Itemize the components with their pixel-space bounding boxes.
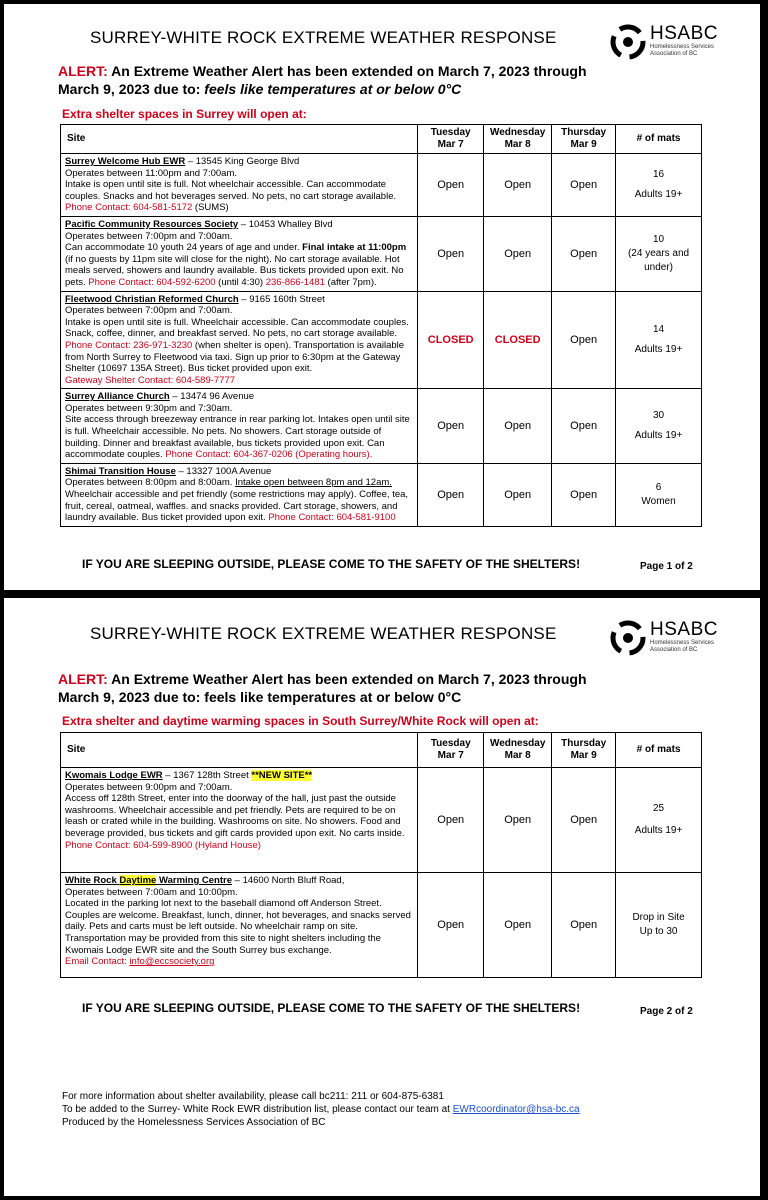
- site-cell: Kwomais Lodge EWR – 1367 128th Street **NEW SITE** Operates between 9:00pm and 7:00am. Access off 128th Street, enter into the doorway of the hall, just past the outside washrooms. Wheelchair accessible and pet friendly. Pets are required to be on leash or crated while in the building. Washrooms on site. No showers. Food and beverage provided, bus tickets and gift cards provided upon exit. No carts inside. Phone Contact: 604-599-8900 (Hyland House): [61, 768, 418, 873]
- status-wednesday: Open: [484, 463, 552, 526]
- phone-contact: Phone Contact: 604-592-6200: [88, 276, 216, 288]
- info-line-3: Produced by the Homelessness Services Association of BC: [62, 1117, 326, 1128]
- status-thursday: Open: [552, 291, 616, 389]
- site-cell: Fleetwood Christian Reformed Church – 9165 160th Street Operates between 7:00pm and 7:00am. Intake is open until site is full. Wheelchair accessible. Can accommodate couples. Snack, coffee, dinner, and breakfast served. No pets, no cart storage available. Phone Contact: 236-971-3230 (when shelter is open). Transportation is available from North Surrey to Fleetwood via taxi. Sign up prior to 6:30pm at the Gateway Shelter (10697 135A Street). Bus ticket provided upon exit. Gateway Shelter Contact: 604-589-7777: [61, 291, 418, 389]
- mats-cell: 10 (24 years and under): [616, 216, 702, 291]
- status-tuesday: CLOSED: [418, 291, 484, 389]
- col-tuesday-header: Tuesday Mar 7: [418, 733, 484, 768]
- hsabc-logo: [610, 24, 718, 60]
- phone-contact: Phone Contact: 604-367-0206 (Operating hours).: [165, 449, 373, 461]
- status-tuesday: Open: [418, 389, 484, 464]
- safety-footer: IF YOU ARE SLEEPING OUTSIDE, PLEASE COME TO THE SAFETY OF THE SHELTERS!: [82, 557, 581, 571]
- alert-banner: [58, 62, 618, 98]
- info-block: [62, 1090, 580, 1129]
- col-wednesday-header: Wednesday Mar 8: [484, 125, 552, 154]
- status-thursday: Open: [552, 216, 616, 291]
- site-name: Shimai Transition House: [65, 465, 176, 477]
- page-number: Page 2 of 2: [640, 1006, 693, 1017]
- shelter-table: [60, 732, 702, 978]
- table-row: [61, 873, 702, 978]
- subheading: Extra shelter and daytime warming spaces in South Surrey/White Rock will open at:: [62, 714, 539, 728]
- table-header-row: [61, 733, 702, 768]
- status-thursday: Open: [552, 154, 616, 217]
- phone-contact: Phone Contact: 604-581-5172: [65, 202, 193, 214]
- status-thursday: Open: [552, 768, 616, 873]
- status-tuesday: Open: [418, 768, 484, 873]
- col-site-header: Site: [61, 733, 418, 768]
- hsabc-logo: [610, 620, 718, 656]
- status-wednesday: Open: [484, 154, 552, 217]
- site-name: Surrey Alliance Church: [65, 391, 170, 403]
- info-line-1: For more information about shelter availability, please call bc211: 211 or 604-875-6381: [62, 1091, 444, 1102]
- site-name: Kwomais Lodge EWR: [65, 770, 163, 781]
- alert-text: An Extreme Weather Alert has been extended on March 7, 2023 through March 9, 2023 due to:: [58, 63, 587, 97]
- site-name: Fleetwood Christian Reformed Church: [65, 293, 239, 305]
- alert-text: An Extreme Weather Alert has been extended on March 7, 2023 through March 9, 2023 due to:: [58, 671, 587, 705]
- alert-label: ALERT:: [58, 671, 108, 687]
- status-wednesday: Open: [484, 873, 552, 978]
- status-tuesday: Open: [418, 216, 484, 291]
- shelter-table: [60, 124, 702, 527]
- col-mats-header: # of mats: [616, 125, 702, 154]
- page-number: Page 1 of 2: [640, 561, 693, 572]
- alert-label: ALERT:: [58, 63, 108, 79]
- coordinator-email-link[interactable]: EWRcoordinator@hsa-bc.ca: [452, 1104, 580, 1115]
- info-line-2: To be added to the Surrey- White Rock EWR distribution list, please contact our team at EWRcoordinator@hsa-bc.ca: [62, 1104, 580, 1115]
- logo-name: HSABC: [650, 619, 718, 640]
- mats-cell: 30 Adults 19+: [616, 389, 702, 464]
- table-header-row: [61, 125, 702, 154]
- status-thursday: Open: [552, 389, 616, 464]
- site-name: Pacific Community Resources Society: [65, 218, 239, 230]
- col-wednesday-header: Wednesday Mar 8: [484, 733, 552, 768]
- col-thursday-header: Thursday Mar 9: [552, 733, 616, 768]
- mats-cell: 25 Adults 19+: [616, 768, 702, 873]
- phone-contact-2: 236-866-1481: [265, 276, 325, 288]
- site-cell: White Rock Daytime Warming Centre – 14600 North Bluff Road, Operates between 7:00am and 10:00pm. Located in the parking lot next to the baseball diamond off Anderson Street. Couples are welcome. Breakfast, lunch, dinner, hot beverages, and snacks served daily. Pets and carts must be left outside. No wheelchair ramp on site. Transportation may be provided from this site to night shelters including the Kwomais Lodge EWR site and the South Surrey bus exchange. Email Contact: info@eccsociety.org: [61, 873, 418, 978]
- subheading: Extra shelter spaces in Surrey will open at:: [62, 107, 307, 121]
- logo-name: HSABC: [650, 23, 718, 44]
- page-2: [4, 598, 760, 1196]
- site-name: Surrey Welcome Hub EWR: [65, 156, 186, 167]
- logo-subtitle-1: Homelessness Services: [650, 44, 715, 50]
- mats-cell: 6 Women: [616, 463, 702, 526]
- site-cell: Shimai Transition House – 13327 100A Avenue Operates between 8:00pm and 8:00am. Intake open between 8pm and 12am. Wheelchair accessible and pet friendly (some restrictions may apply). Coffee, tea, fruit, cereal, oatmeal, waffles. and snacks provided. Cart storage, showers, and laundry available. Bus ticket provided upon exit. Phone Contact: 604-581-9100: [61, 463, 418, 526]
- table-row: [61, 389, 702, 464]
- col-mats-header: # of mats: [616, 733, 702, 768]
- safety-footer: IF YOU ARE SLEEPING OUTSIDE, PLEASE COME TO THE SAFETY OF THE SHELTERS!: [82, 1001, 581, 1015]
- hsabc-logo-icon: [610, 620, 646, 656]
- logo-subtitle-2: Association of BC: [650, 51, 698, 57]
- table-row: [61, 216, 702, 291]
- table-row: [61, 154, 702, 217]
- phone-contact: Phone Contact: 236-971-3230: [65, 339, 193, 351]
- email-link[interactable]: info@eccsociety.org: [129, 956, 215, 968]
- status-wednesday: CLOSED: [484, 291, 552, 389]
- mats-cell: 16 Adults 19+: [616, 154, 702, 217]
- status-thursday: Open: [552, 463, 616, 526]
- status-thursday: Open: [552, 873, 616, 978]
- gateway-contact: Gateway Shelter Contact: 604-589-7777: [65, 374, 236, 386]
- status-tuesday: Open: [418, 463, 484, 526]
- logo-subtitle-2: Association of BC: [650, 647, 698, 653]
- page-title: SURREY-WHITE ROCK EXTREME WEATHER RESPONSE: [90, 624, 557, 643]
- page-title: SURREY-WHITE ROCK EXTREME WEATHER RESPONSE: [90, 28, 557, 47]
- mats-cell: Drop in Site Up to 30: [616, 873, 702, 978]
- col-thursday-header: Thursday Mar 9: [552, 125, 616, 154]
- page-1: [4, 4, 760, 590]
- site-cell: Surrey Alliance Church – 13474 96 Avenue Operates between 9:30pm and 7:30am. Site access through breezeway entrance in rear parking lot. Intakes open until site is full. Wheelchair accessible. No pets. No showers. Cart storage outside of building. Dinner and breakfast available, bus tickets provided upon exit. Can accommodate couples. Phone Contact: 604-367-0206 (Operating hours).: [61, 389, 418, 464]
- alert-reason: feels like temperatures at or below 0°C: [204, 689, 462, 705]
- phone-contact: Phone Contact: 604-599-8900 (Hyland House): [65, 839, 261, 851]
- phone-contact: Phone Contact: 604-581-9100: [268, 512, 396, 524]
- col-site-header: Site: [61, 125, 418, 154]
- alert-reason: feels like temperatures at or below 0°C: [204, 81, 462, 97]
- status-wednesday: Open: [484, 216, 552, 291]
- status-tuesday: Open: [418, 154, 484, 217]
- site-cell: Surrey Welcome Hub EWR – 13545 King George Blvd Operates between 11:00pm and 7:00am. Intake is open until site is full. Not wheelchair accessible. Can accommodate couples. Snacks and hot beverages served. No pets, no cart storage available. Phone Contact: 604-581-5172 (SUMS): [61, 154, 418, 217]
- table-row: [61, 291, 702, 389]
- status-wednesday: Open: [484, 768, 552, 873]
- status-wednesday: Open: [484, 389, 552, 464]
- mats-cell: 14 Adults 19+: [616, 291, 702, 389]
- site-name: White Rock Daytime Warming Centre: [65, 875, 233, 886]
- table-row: [61, 463, 702, 526]
- hsabc-logo-icon: [610, 24, 646, 60]
- logo-subtitle-1: Homelessness Services: [650, 640, 715, 646]
- alert-banner: [58, 670, 618, 706]
- table-row: [61, 768, 702, 873]
- site-cell: Pacific Community Resources Society – 10453 Whalley Blvd Operates between 7:00pm and 7:00am. Can accommodate 10 youth 24 years of age and under. Final intake at 11:00pm (if no guests by 11pm site will close for the night). No cart storage available. Hot meals served, showers and laundry available. Bus tickets provided upon exit. No pets. Phone Contact: 604-592-6200 (until 4:30) 236-866-1481 (after 7pm).: [61, 216, 418, 291]
- new-site-badge: **NEW SITE**: [251, 770, 313, 781]
- status-tuesday: Open: [418, 873, 484, 978]
- col-tuesday-header: Tuesday Mar 7: [418, 125, 484, 154]
